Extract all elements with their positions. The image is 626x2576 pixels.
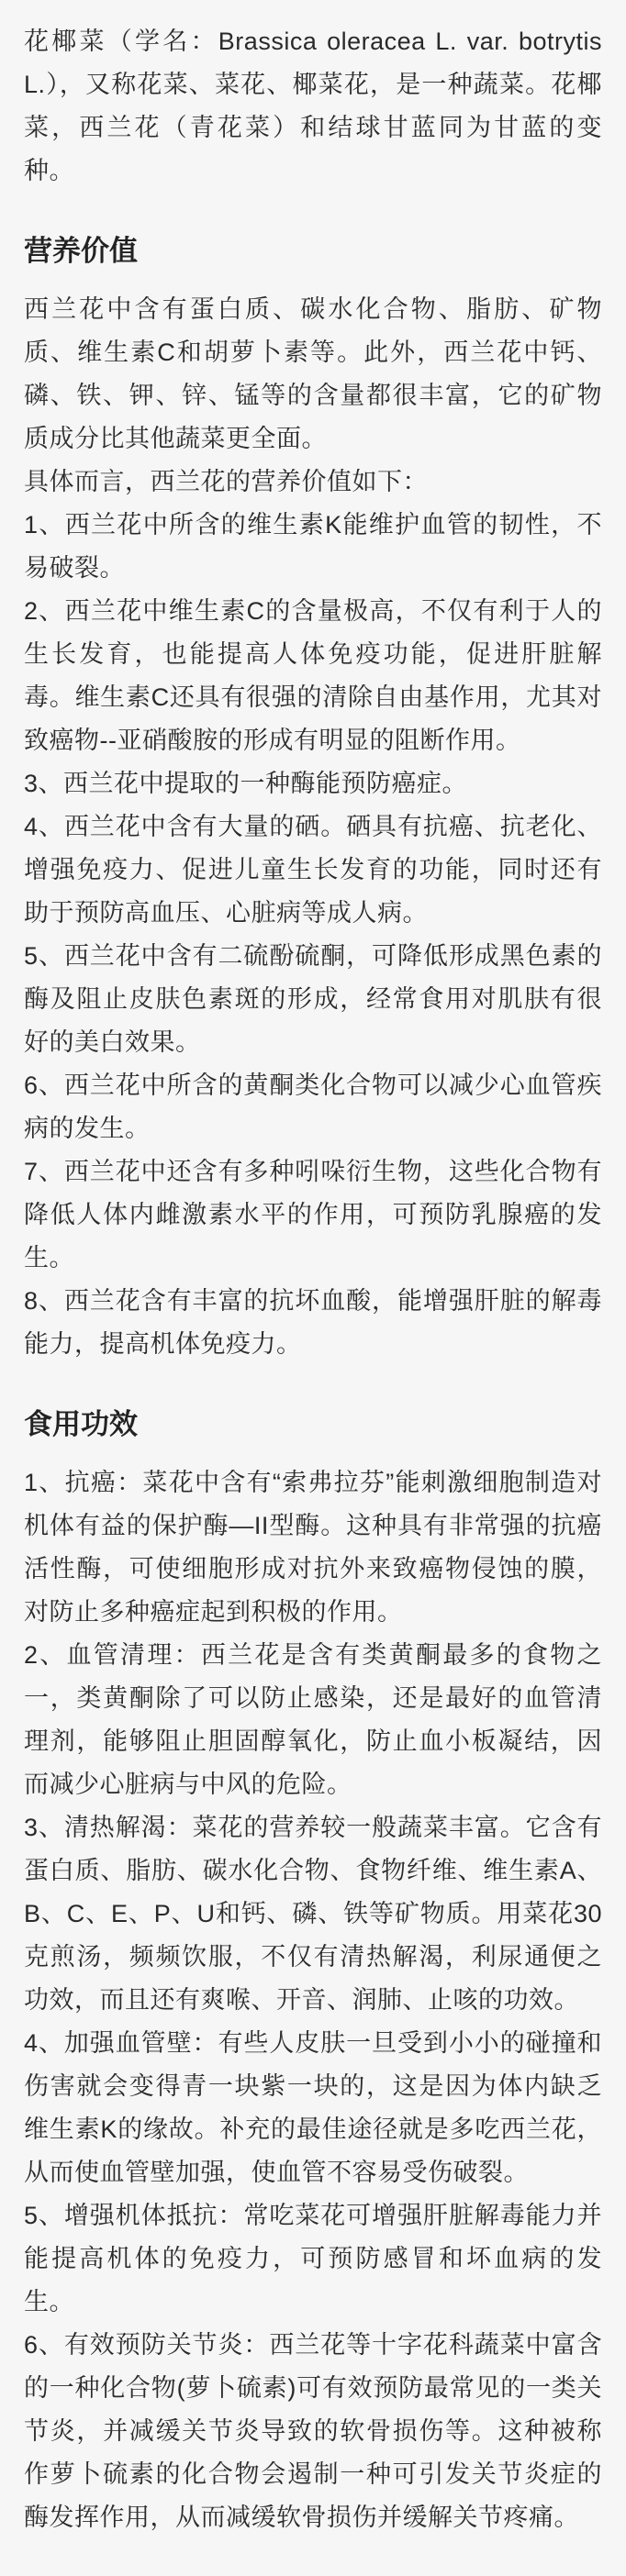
paragraph: 6、西兰花中所含的黄酮类化合物可以减少心血管疾病的发生。 xyxy=(24,1071,602,1142)
intro-paragraph: 花椰菜（学名：Brassica oleracea L. var. botrytis L.），又称花菜、菜花、椰菜花，是一种蔬菜。花椰菜，西兰花（青花菜）和结球甘蓝同为甘蓝的变种。 xyxy=(24,28,602,184)
section-paragraphs xyxy=(24,288,602,1366)
sections xyxy=(24,233,602,2539)
paragraph: 8、西兰花含有丰富的抗坏血酸，能增强肝脏的解毒能力，提高机体免疫力。 xyxy=(24,1287,602,1358)
paragraph: 具体而言，西兰花的营养价值如下： xyxy=(24,468,428,495)
paragraph: 西兰花中含有蛋白质、碳水化合物、脂肪、矿物质、维生素C和胡萝卜素等。此外，西兰花中钙、磷、铁、钾、锌、锰等的含量都很丰富，它的矿物质成分比其他蔬菜更全面。 xyxy=(24,295,602,452)
paragraph: 6、有效预防关节炎：西兰花等十字花科蔬菜中富含的一种化合物(萝卜硫素)可有效预防最常见的一类关节炎，并减缓关节炎导致的软骨损伤等。这种被称作萝卜硫素的化合物会遏制一种可引发关节炎症的酶发挥作用，从而减缓软骨损伤并缓解关节疼痛。 xyxy=(24,2331,602,2531)
section xyxy=(24,233,602,1366)
paragraph: 7、西兰花中还含有多种吲哚衍生物，这些化合物有降低人体内雌激素水平的作用，可预防乳腺癌的发生。 xyxy=(24,1158,602,1271)
section-heading: 食用功效 xyxy=(24,1408,138,1440)
paragraph: 2、西兰花中维生素C的含量极高，不仅有利于人的生长发育，也能提高人体免疫功能，促进肝脏解毒。维生素C还具有很强的清除自由基作用，尤其对致癌物--亚硝酸胺的形成有明显的阻断作用。 xyxy=(24,597,602,754)
paragraph: 3、西兰花中提取的一种酶能预防癌症。 xyxy=(24,770,468,797)
paragraph: 5、西兰花中含有二硫酚硫酮，可降低形成黑色素的酶及阻止皮肤色素斑的形成，经常食用对肌肤有很好的美白效果。 xyxy=(24,942,602,1056)
section-paragraphs xyxy=(24,1461,602,2539)
section xyxy=(24,1406,602,2539)
paragraph: 1、西兰花中所含的维生素K能维护血管的韧性，不易破裂。 xyxy=(24,511,602,582)
paragraph: 5、增强机体抵抗：常吃菜花可增强肝脏解毒能力并能提高机体的免疫力，可预防感冒和坏血病的发生。 xyxy=(24,2202,602,2315)
paragraph: 1、抗癌：菜花中含有“索弗拉芬”能刺激细胞制造对机体有益的保护酶—II型酶。这种具有非常强的抗癌活性酶，可使细胞形成对抗外来致癌物侵蚀的膜，对防止多种癌症起到积极的作用。 xyxy=(24,1469,602,1626)
paragraph: 4、西兰花中含有大量的硒。硒具有抗癌、抗老化、增强免疫力、促进儿童生长发育的功能，同时还有助于预防高血压、心脏病等成人病。 xyxy=(24,813,602,927)
paragraph: 3、清热解渴：菜花的营养较一般蔬菜丰富。它含有蛋白质、脂肪、碳水化合物、食物纤维、维生素A、B、C、E、P、U和钙、磷、铁等矿物质。用菜花30克煎汤，频频饮服，不仅有清热解渴，利尿通便之功效，而且还有爽喉、开音、润肺、止咳的功效。 xyxy=(24,1814,602,2014)
paragraph: 2、血管清理：西兰花是含有类黄酮最多的食物之一，类黄酮除了可以防止感染，还是最好的血管清理剂，能够阻止胆固醇氧化，防止血小板凝结，因而减少心脏病与中风的危险。 xyxy=(24,1641,602,1798)
section-heading: 营养价值 xyxy=(24,235,138,267)
paragraph: 4、加强血管壁：有些人皮肤一旦受到小小的碰撞和伤害就会变得青一块紫一块的，这是因为体内缺乏维生素K的缘故。补充的最佳途径就是多吃西兰花，从而使血管壁加强，使血管不容易受伤破裂。 xyxy=(24,2029,602,2186)
